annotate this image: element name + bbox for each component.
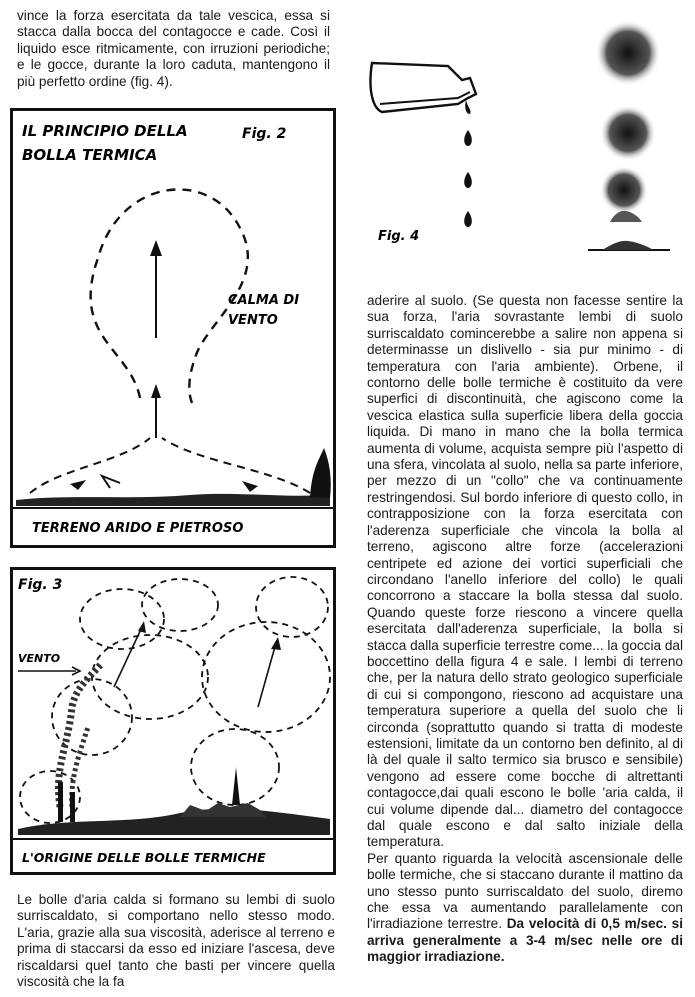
fig4-label: Fig. 4	[378, 229, 420, 244]
right-paragraph-2-bold: Da velocità di 0,5 m/sec. si arriva generalmente a 3-4 m/sec nelle ore di maggior irradiazione.	[367, 916, 683, 965]
figure-2-drawing	[10, 108, 336, 548]
fig3-label: Fig. 3	[18, 577, 63, 593]
figure-4	[358, 8, 688, 270]
right-paragraph-1: aderire al suolo. (Se questa non facesse sentire la sua forza, l'aria sovrastante lembi di suolo surriscaldato comincerebbe a salire non appena si determinasse un dislivello - sia pur minimo - di temperatura con l'aria ambiente). Orbene, il contorno delle bolle termiche è costituito da vere superfici di discontinuità, che agiscono come la vescica elastica sulla superficie libera della goccia liquida. Di mano in mano che la bolla termica aumenta di volume, acquista sempre più l'aspetto di una sfera, vincolata al suolo, nella sa parte inferiore, per mezzo di un "collo" che va continuamente restringendosi. Sul bordo inferiore di questo collo, in contrapposizione con la forza esercitata con l'aderenza superficiale che vincola la bolla al terreno, agiscono altre forze (accelerazioni centripete ed azione dei vortici superficiali che circondano l'anello inferiore del collo) le quali concorrono a staccare la bolla stessa dal suolo. Quando queste forze riescono a vincere quella esercitata dall'aderenza superficiale, la bolla si stacca dalla superficie terrestre come... la goccia dal boccettino della figura 4 e sale. I lembi di terreno che, per la natura dello strato geologico superficiale di cui si compongono, riescono ad acquistare una temperatura superiore a quella del suolo che li circonda (soprattutto quando si tratta di modeste estensioni, limitate da un contorno ben definito, al di là del quale il salto termico sia brusco e sensibile) vengono ad essere come bocche di altrettanti contagocce,dai quali escono le bolle 'aria calda, il cui volume dipende dal... diametro del contagocce dal quale escono e dal salto iniziale della temperatura.	[367, 293, 683, 850]
right-column-text	[367, 293, 683, 966]
right-paragraph-2: Per quanto riguarda la velocità ascensionale delle bolle termiche, che si staccano durante il mattino da uno stesso punto surriscaldato del suolo, diremo che essa va aumentando parallelamente con l'irradiazione terrestre. Da velocità di 0,5 m/sec. si arriva generalmente a 3-4 m/sec nelle ore di maggior irradiazione.	[367, 850, 683, 965]
fig2-title-line2: BOLLA TERMICA	[22, 146, 158, 164]
fig3-wind-label: VENTO	[18, 652, 61, 665]
fig2-wind-line1: CALMA DI	[228, 293, 300, 308]
top-left-paragraph: vince la forza esercitata da tale vescica, essa si stacca dalla bocca del contagocce e cade. Così il liquido esce ritmicamente, con irruzioni periodiche; e le gocce, durante la loro caduta, mantengono il più perfetto ordine (fig. 4).	[17, 8, 330, 89]
figure-4-drawing	[358, 8, 688, 270]
fig2-label: Fig. 2	[242, 126, 287, 142]
fig2-ground-caption: TERRENO ARIDO E PIETROSO	[32, 521, 244, 536]
figure-3-drawing	[10, 567, 336, 875]
fig2-wind-line2: VENTO	[228, 313, 278, 328]
thermal-bubble-outline	[91, 189, 248, 403]
bottom-left-paragraph: Le bolle d'aria calda si formano su lembi di suolo surriscaldato, si comportano nello stesso modo. L'aria, grazie alla sua viscosità, aderisce al terreno e prima di staccarsi da esso ed iniziare l'ascesa, deve riscaldarsi quel tanto che basti per vincere quella viscosità che la fa	[17, 892, 335, 990]
figure-3	[10, 567, 336, 875]
fig3-caption: L'ORIGINE DELLE BOLLE TERMICHE	[22, 850, 266, 865]
figure-2	[10, 108, 336, 548]
fig2-title-line1: IL PRINCIPIO DELLA	[22, 122, 188, 140]
